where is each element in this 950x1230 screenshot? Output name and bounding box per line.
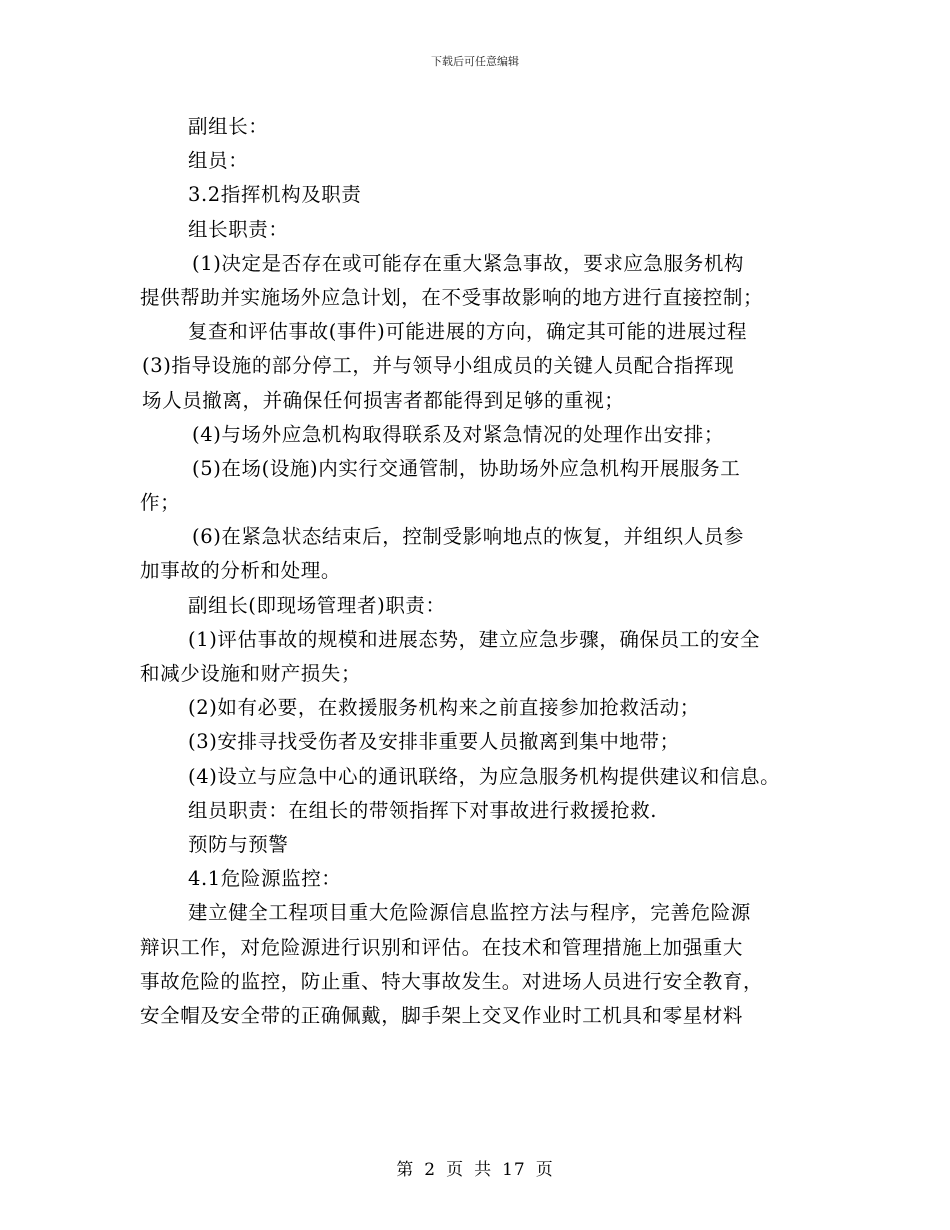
page-prefix: 第 [396, 1160, 415, 1180]
text-line: 安全帽及安全带的正确佩戴，脚手架上交叉作业时工机具和零星材料 [140, 1003, 744, 1027]
text-line: 作； [140, 491, 181, 515]
text-line: 和减少设施和财产损失； [140, 662, 362, 685]
text-line: 辩识工作，对危险源进行识别和评估。在技术和管理措施上加强重大 [140, 935, 744, 959]
page-mid: 页 [446, 1160, 465, 1180]
text-line: (3)指导设施的部分停工，并与领导小组成员的关键人员配合指挥现 [142, 354, 735, 378]
page-number: 2 [424, 1160, 437, 1180]
text-line: 预防与预警 [188, 832, 289, 856]
text-line: (6)在紧急状态结束后，控制受影响地点的恢复，并组织人员参 [192, 525, 745, 549]
header-note: 下载后可任意编辑 [431, 55, 519, 68]
text-line: 加事故的分析和处理。 [140, 559, 342, 583]
text-line: 副组长(即现场管理者)职责： [188, 593, 446, 617]
text-line: 4.1危险源监控： [188, 867, 342, 891]
text-line: (4)设立与应急中心的通讯联络，为应急服务机构提供建议和信息。 [188, 764, 781, 788]
text-line: 3.2指挥机构及职责 [188, 183, 362, 207]
text-line: (1)决定是否存在或可能存在重大紧急事故，要求应急服务机构 [192, 251, 745, 275]
text-line: (4)与场外应急机构取得联系及对紧急情况的处理作出安排； [192, 422, 724, 446]
text-line: 组员职责：在组长的带领指挥下对事故进行救援抢救. [188, 798, 658, 822]
text-line: 组长职责： [188, 217, 289, 241]
page-footer [0, 1155, 950, 1180]
total-prefix: 共 [474, 1160, 493, 1180]
text-line: (3)安排寻找受伤者及安排非重要人员撤离到集中地带； [188, 730, 680, 754]
text-line: 复查和评估事故(事件)可能进展的方向，确定其可能的进展过程 [188, 320, 748, 344]
text-line: 建立健全工程项目重大危险源信息监控方法与程序，完善危险源 [188, 901, 751, 925]
text-line: (5)在场(设施)内实行交通管制，协助场外应急机构开展服务工 [192, 456, 741, 480]
text-line: (2)如有必要，在救援服务机构来之前直接参加抢救活动； [188, 696, 700, 720]
text-line: 组员： [188, 149, 249, 173]
text-line: 副组长： [188, 115, 269, 138]
text-line: 场人员撤离，并确保任何损害者都能得到足够的重视； [142, 388, 625, 412]
text-line: 事故危险的监控，防止重、特大事故发生。对进场人员进行安全教育， [140, 969, 764, 993]
total-suffix: 页 [535, 1160, 554, 1180]
text-line: 提供帮助并实施场外应急计划，在不受事故影响的地方进行直接控制； [140, 285, 764, 309]
total-pages: 17 [502, 1160, 526, 1180]
text-line: (1)评估事故的规模和进展态势，建立应急步骤，确保员工的安全 [188, 627, 761, 651]
document-body [140, 110, 830, 1033]
